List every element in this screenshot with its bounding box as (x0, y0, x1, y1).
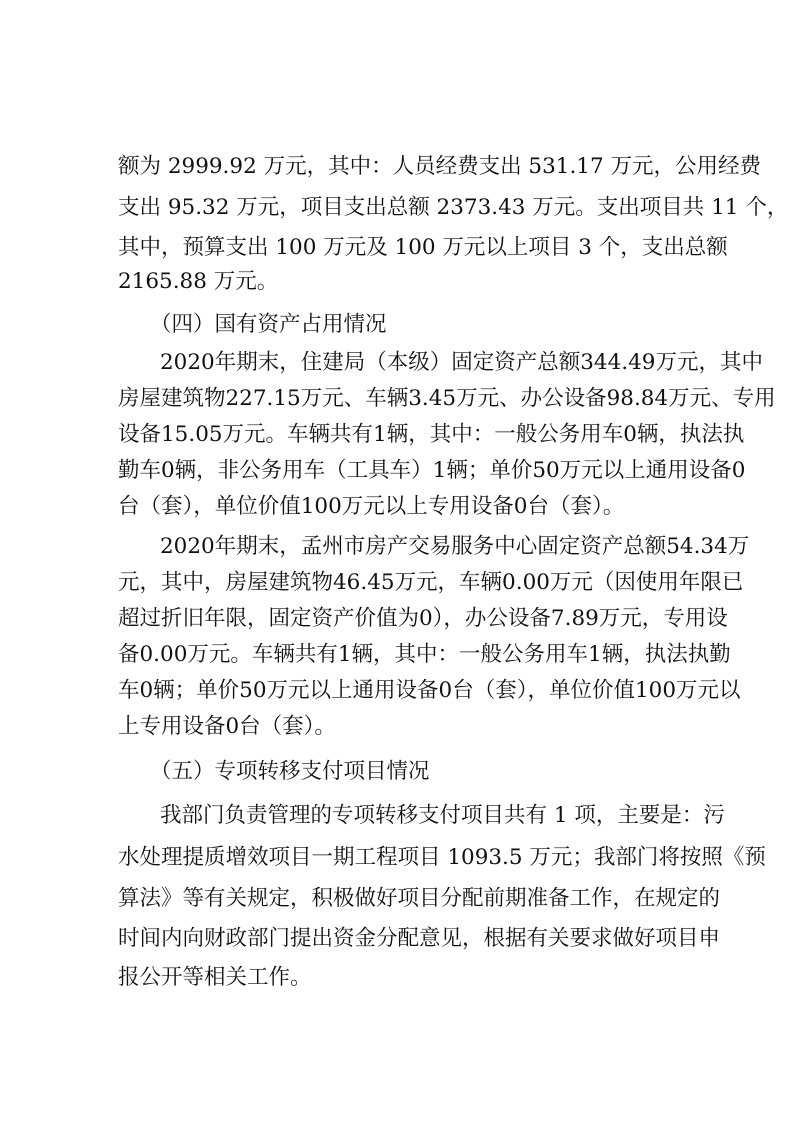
paragraph-expenditure-line-2: 支出 95.32 万元，项目支出总额 2373.43 万元。支出项目共 11 个， (118, 195, 789, 220)
paragraph-expenditure-line-4: 2165.88 万元。 (118, 269, 279, 294)
paragraph-center-assets-line-6: 上专用设备0台（套）。 (118, 714, 336, 739)
section-heading-state-assets: （四）国有资产占用情况 (150, 312, 387, 337)
paragraph-bureau-assets-line-3: 设备15.05万元。车辆共有1辆，其中：一般公务用车0辆，执法执 (118, 422, 745, 447)
paragraph-transfer-line-3: 算法》等有关规定，积极做好项目分配前期准备工作，在规定的 (118, 886, 721, 911)
paragraph-bureau-assets-line-5: 台（套），单位价值100万元以上专用设备0台（套）。 (118, 494, 625, 519)
paragraph-center-assets-line-4: 备0.00万元。车辆共有1辆，其中：一般公务用车1辆，执法执勤 (118, 642, 731, 667)
paragraph-center-assets-line-5: 车0辆；单价50万元以上通用设备0台（套），单位价值100万元以 (118, 678, 741, 703)
paragraph-transfer-line-5: 报公开等相关工作。 (118, 965, 312, 990)
paragraph-expenditure-line-1: 额为 2999.92 万元，其中：人员经费支出 531.17 万元，公用经费 (118, 154, 761, 179)
paragraph-bureau-assets-line-1: 2020年期末，住建局（本级）固定资产总额344.49万元，其中 (160, 350, 763, 375)
paragraph-transfer-line-2: 水处理提质增效项目一期工程项目 1093.5 万元；我部门将按照《预 (118, 845, 766, 870)
section-heading-transfer-payments: （五）专项转移支付项目情况 (150, 759, 430, 784)
paragraph-bureau-assets-line-2: 房屋建筑物227.15万元、车辆3.45万元、办公设备98.84万元、专用 (118, 386, 776, 411)
paragraph-transfer-line-1: 我部门负责管理的专项转移支付项目共有 1 项，主要是：污 (160, 803, 725, 828)
paragraph-center-assets-line-1: 2020年期末，孟州市房产交易服务中心固定资产总额54.34万 (160, 534, 750, 559)
paragraph-bureau-assets-line-4: 勤车0辆，非公务用车（工具车）1辆；单价50万元以上通用设备0 (118, 458, 746, 483)
paragraph-center-assets-line-3: 超过折旧年限，固定资产价值为0），办公设备7.89万元，专用设 (118, 606, 728, 631)
paragraph-center-assets-line-2: 元，其中，房屋建筑物46.45万元，车辆0.00万元（因使用年限已 (118, 570, 744, 595)
paragraph-expenditure-line-3: 其中，预算支出 100 万元及 100 万元以上项目 3 个，支出总额 (118, 235, 728, 260)
paragraph-transfer-line-4: 时间内向财政部门提出资金分配意见，根据有关要求做好项目申 (118, 926, 721, 951)
